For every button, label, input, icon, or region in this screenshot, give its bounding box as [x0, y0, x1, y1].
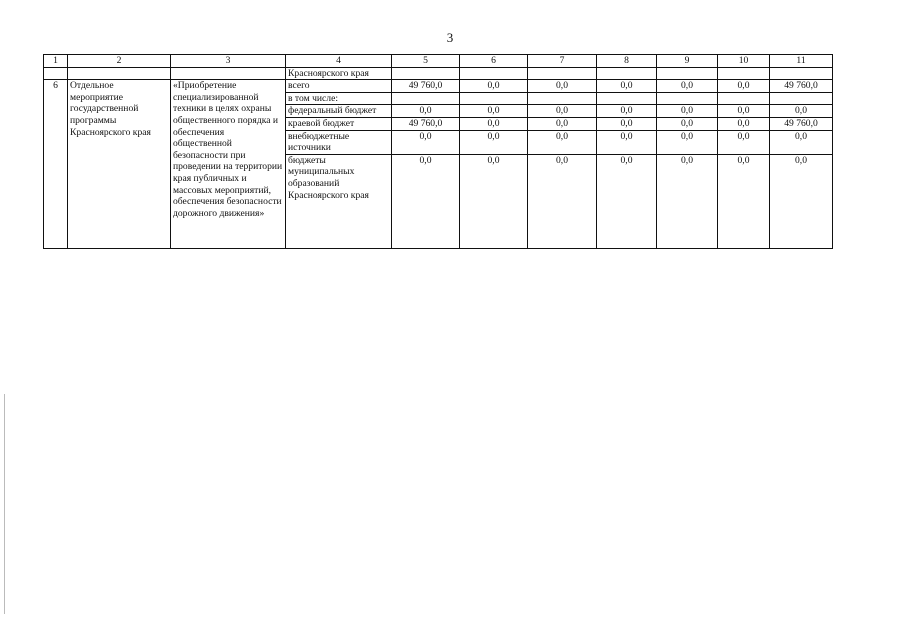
value-cell: [460, 92, 528, 105]
value-cell: 0,0: [528, 154, 597, 248]
value-cell: [597, 92, 657, 105]
value-cell: 0,0: [657, 117, 718, 130]
value-cell: 0,0: [528, 130, 597, 154]
value-cell: 0,0: [657, 130, 718, 154]
value-cell: 49 760,0: [770, 117, 833, 130]
value-cell: [657, 92, 718, 105]
value-cell: 0,0: [392, 105, 460, 118]
value-cell: 0,0: [460, 80, 528, 93]
funding-source-cell: краевой бюджет: [286, 117, 392, 130]
value-cell: 0,0: [597, 117, 657, 130]
column-header: 9: [657, 55, 718, 68]
value-cell: 0,0: [597, 154, 657, 248]
column-header: 2: [68, 55, 171, 68]
column-header: 10: [718, 55, 770, 68]
value-cell: 0,0: [718, 154, 770, 248]
value-cell: 49 760,0: [770, 80, 833, 93]
value-cell: 0,0: [770, 105, 833, 118]
value-cell: 0,0: [597, 80, 657, 93]
value-cell: 0,0: [718, 117, 770, 130]
column-header: 7: [528, 55, 597, 68]
value-cell: 0,0: [770, 154, 833, 248]
table-cell: [171, 67, 286, 80]
funding-source-cell: в том числе:: [286, 92, 392, 105]
column-header: 8: [597, 55, 657, 68]
value-cell: 0,0: [718, 80, 770, 93]
table-cell: [44, 67, 68, 80]
table-cell: [718, 67, 770, 80]
column-header: 6: [460, 55, 528, 68]
measure-name-cell: «Приобретение специализированной техники в целях охраны общественного порядка и обеспечения общественной безопасности при проведении на территории края публичных и массовых мероприятий, обеспечения безопасности дорожного движения»: [171, 80, 286, 249]
measure-type-cell: Отдельное мероприятие государственной программы Красноярского края: [68, 80, 171, 249]
funding-source-cell: федеральный бюджет: [286, 105, 392, 118]
value-cell: 0,0: [460, 105, 528, 118]
header-row: [44, 55, 833, 68]
value-cell: 49 760,0: [392, 117, 460, 130]
table-cell: [657, 67, 718, 80]
column-header: 4: [286, 55, 392, 68]
value-cell: [392, 92, 460, 105]
value-cell: 0,0: [392, 130, 460, 154]
value-cell: [770, 92, 833, 105]
continuation-row: [44, 67, 833, 80]
value-cell: 0,0: [392, 154, 460, 248]
value-cell: 0,0: [597, 130, 657, 154]
funding-source-cell: внебюджетные источники: [286, 130, 392, 154]
column-header: 11: [770, 55, 833, 68]
value-cell: 49 760,0: [392, 80, 460, 93]
table-cell: Красноярского края: [286, 67, 392, 80]
value-cell: 0,0: [528, 80, 597, 93]
budget-table: [43, 54, 833, 249]
value-cell: [718, 92, 770, 105]
column-header: 5: [392, 55, 460, 68]
table-cell: [528, 67, 597, 80]
table-cell: [770, 67, 833, 80]
value-cell: 0,0: [528, 105, 597, 118]
funding-source-cell: всего: [286, 80, 392, 93]
table-cell: [68, 67, 171, 80]
row-number: 6: [44, 80, 68, 249]
page-number: 3: [446, 30, 454, 45]
value-cell: 0,0: [460, 117, 528, 130]
scan-edge-line: [4, 394, 5, 614]
value-cell: 0,0: [460, 154, 528, 248]
value-cell: [528, 92, 597, 105]
column-header: 1: [44, 55, 68, 68]
table-row: [44, 80, 833, 93]
value-cell: 0,0: [718, 105, 770, 118]
value-cell: 0,0: [657, 154, 718, 248]
value-cell: 0,0: [460, 130, 528, 154]
table-cell: [392, 67, 460, 80]
value-cell: 0,0: [718, 130, 770, 154]
value-cell: 0,0: [770, 130, 833, 154]
table-cell: [597, 67, 657, 80]
value-cell: 0,0: [597, 105, 657, 118]
funding-source-cell: бюджеты муниципальных образований Красноярского края: [286, 154, 392, 248]
value-cell: 0,0: [528, 117, 597, 130]
column-header: 3: [171, 55, 286, 68]
value-cell: 0,0: [657, 80, 718, 93]
value-cell: 0,0: [657, 105, 718, 118]
table-cell: [460, 67, 528, 80]
